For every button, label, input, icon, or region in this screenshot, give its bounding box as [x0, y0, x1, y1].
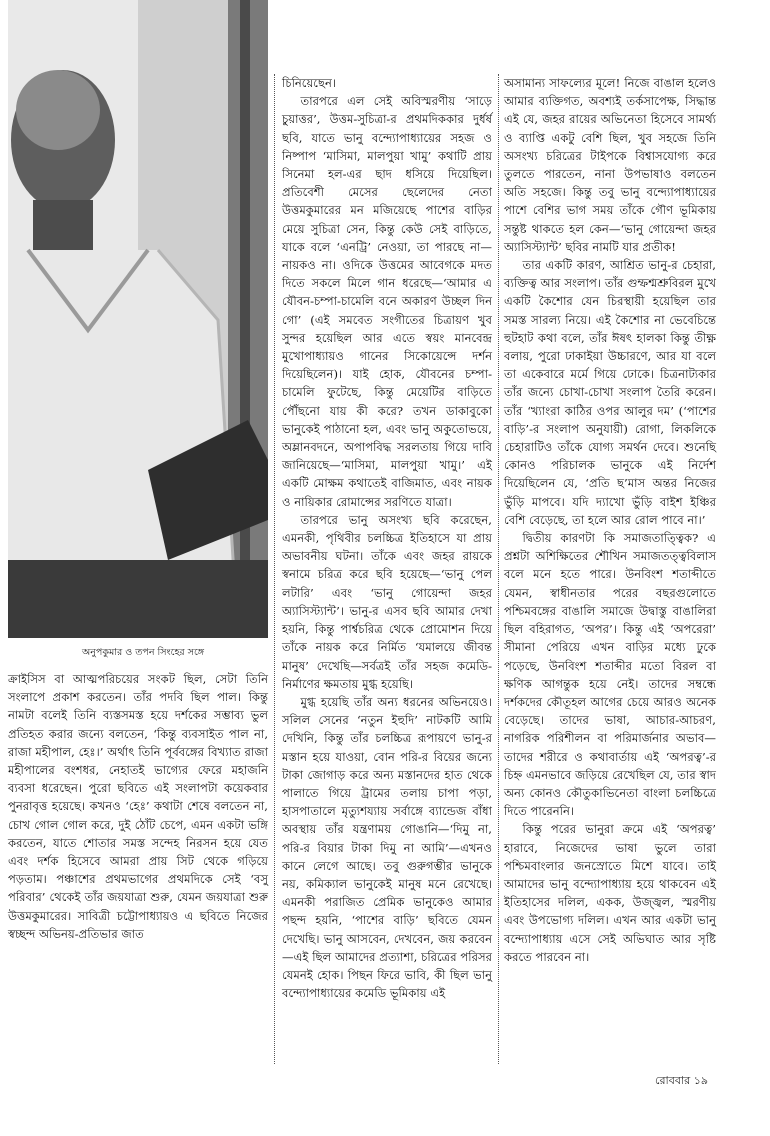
paragraph: ক্রাইসিস বা আত্মপরিচয়ের সংকট ছিল, সেটা তিনি সংলাপে প্রকাশ করতেন। তাঁর পদবি ছিল পাল। কিন্তু নামটা বলেই তিনি ব্যস্তসমস্ত হয়ে দর্শকের সম্ভাব্য ভুল প্রতিহত করার জন্যে বলতেন, ‘কিন্তু ব্যবসাইত পাল না, রাজা মহীপাল, হেঃ।’ অর্থাৎ তিনি পূর্ববঙ্গের বিখ্যাত রাজা মহীপালের বংশধর, নেহাতই ভাগ্যের ফেরে মহাজনি ব্যবসা ধরেছেন। পুরো ছবিতে এই সংলাপটা কয়েকবার পুনরাবৃত্ত হয়েছে। কখনও ‘হেঃ’ কথাটা শেষে বলতেন না, চোখ গোল গোল করে, দুই ঠোঁট চেপে, এমন একটা ভঙ্গি করতেন, যাতে শোতার সমস্ত সন্দেহ নিরসন হয়ে যেত এবং দর্শক হিসেবে আমরা প্রায় সিট থেকে গড়িয়ে পড়তাম। পঞ্চাশের প্রথমভাগের প্রথমদিকে সেই ‘বসু পরিবার’ থেকেই তাঁর জয়যাত্রা শুরু, যেমন জয়যাত্রা শুরু উত্তমকুমারের। সাবিত্রী চট্টোপাধ্যায়ও এ ছবিতে নিজের স্বচ্ছন্দ অভিনয়-প্রতিভার জাত — [8, 672, 268, 941]
photo-caption: অনুপকুমার ও তপন সিংহের সঙ্গে — [82, 647, 205, 658]
photo-illustration — [8, 0, 268, 638]
column-divider — [498, 74, 499, 1064]
paragraph: কিন্তু পরের ভানুরা ক্রমে এই ‘অপরত্ব’ হারাবে, নিজেদের ভাষা ভুলে তারা পশ্চিমবাংলার জনস্রোতে মিশে যাবে। তাই আমাদের ভানু বন্দ্যোপাধ্যায় হয়ে থাকবেন এই ইতিহাসের দলিল, একক, উজ্জ্বল, স্মরণীয় এবং উপভোগ্য দলিল। এখন আর একটা ভানু বন্দ্যোপাধ্যায় এসে সেই অভিঘাত আর সৃষ্টি করতে পারবেন না। — [504, 822, 716, 964]
page-footer — [655, 1072, 708, 1091]
paragraph: তারপরে ভানু অসংখ্য ছবি করেছেন, এমনকী, পৃথিবীর চলচ্চিত্র ইতিহাসে যা প্রায় অভাবনীয় ঘটনা। তাঁকে এবং জহর রায়কে স্বনামে চরিত্র করে ছবি হয়েছে—‘ভানু পেল লটারি’ এবং ‘ভানু গোয়েন্দা জহর অ্যাসিস্ট্যান্ট’। ভানু-র এসব ছবি আমার দেখা হয়নি, কিন্তু পার্শ্বচরিত্র থেকে প্রোমোশন দিয়ে তাঁকে নায়ক করে নির্মিত ‘যমালয়ে জীবন্ত মানুষ’ দেখেছি—সর্বত্রই তাঁর সহজ কমেডি-নির্মাণের ক্ষমতায় মুগ্ধ হয়েছি। — [282, 512, 492, 691]
paragraph: দ্বিতীয় কারণটা কি সমাজতাত্ত্বিক? এ প্রশ্নটা অশিক্ষিতের শৌখিন সমাজতত্ত্ববিলাস বলে মনে হতে পারে। উনবিংশ শতাব্দীতে যেমন, স্বাধীনতার পরের বছরগুলোতে পশ্চিমবঙ্গের বাঙালি সমাজে উদ্বাস্তু বাঙালিরা ছিল বহিরাগত, ‘অপর’। কিন্তু এই ‘অপরেরা’ সীমানা পেরিয়ে এখন বাড়ির মধ্যে ঢুকে পড়েছে, উনবিংশ শতাব্দীর মতো বিরল বা ক্ষণিক আগন্তুক হয়ে নেই। তাদের সম্বন্ধে দর্শকদের কৌতূহল আগের চেয়ে আরও অনেক বেড়েছে। তাদের ভাষা, আচার-আচরণ, নাগরিক পরিশীলন বা পরিমার্জনার অভাব—তাদের শরীরে ও কথাবার্তায় এই ‘অপরত্ব’-র চিহ্ন এমনভাবে জড়িয়ে রেখেছিল যে, তার স্বাদ অন্য কোনও কৌতুকাভিনেতা বাংলা চলচ্চিত্রে দিতে পারেননি। — [504, 531, 716, 819]
article-photo — [8, 0, 268, 638]
paragraph: মুগ্ধ হয়েছি তাঁর অন্য ধরনের অভিনয়েও। সলিল সেনের ‘নতুন ইহুদি’ নাটকটি আমি দেখিনি, কিন্তু তাঁর চলচ্চিত্র রূপায়ণে ভানু-র মস্তান হয়ে যাওয়া, বোন পরি-র বিয়ের জন্যে টাকা জোগাড় করে অন্য মস্তানদের হাত থেকে পালাতে গিয়ে ট্রামের তলায় চাপা পড়া, হাসপাতালে মৃত্যুশয্যায় সর্বাঙ্গে ব্যান্ডেজ বাঁধা অবস্থায় তাঁর যন্ত্রণাময় গোঙানি—‘দিমু না, পরি-র বিয়ার টাকা দিমু না আমি’—এখনও কানে লেগে আছে। তবু গুরুগম্ভীর ভানুকে নয়, কমিক্যাল ভানুকেই মানুষ মনে রেখেছে। এমনকী পরাজিত প্রেমিক ভানুকেও আমার পছন্দ হয়নি, ‘পাশের বাড়ি’ ছবিতে যেমন দেখেছি। ভানু আসবেন, দেখবেন, জয় করবেন—এই ছিল আমাদের প্রত্যাশা, চরিত্রের পরিসর যেমনই হোক। পিছন ফিরে ভাবি, কী ছিল ভানু বন্দ্যোপাধ্যায়ের কমেডি ভূমিকায় এই — [282, 694, 492, 1001]
page-number: ১৯ — [693, 1074, 708, 1087]
article-column-2 — [282, 74, 492, 1002]
paragraph: তার একটি কারণ, আশ্রিত ভানু-র চেহারা, ব্যক্তিত্ব আর সংলাপ। তাঁর গুম্ফশ্মশ্রুবিরল মুখে একটি কৈশোর যেন চিরস্থায়ী হয়েছিল তার সমস্ত সারল্য নিয়ে। এই কৈশোর না ভেবেচিন্তে হুটহাট কথা বলে, তাঁর ঈষৎ হালকা কিন্তু তীক্ষ্ণ বলায়, পুরো ঢাকাইয়া উচ্চারণে, আর যা বলে তা একেবারে মর্মে গিয়ে ঢোকে। চিত্রনাট্যকার তাঁর জন্যে চোখা-চোখা সংলাপ তৈরি করেন। তাঁর ‘খ্যাংরা কাঠির ওপর আলুর দম’ (‘পাশের বাড়ি’-র সংলাপ অনুযায়ী) রোগা, লিকলিকে চেহারাটিও তাঁকে যোগ্য সমর্থন দেবে। শুনেছি কোনও পরিচালক ভানুকে এই নির্দেশ দিয়েছিলেন যে, ‘প্রতি ছ’মাস অন্তর নিজের ভুঁড়ি মাপবে। যদি দ্যাখো ভুঁড়ি বাইশ ইঞ্চির বেশি বেড়েছে, তা হলে আর রোল পাবে না।’ — [504, 258, 716, 527]
paragraph: চিনিয়েছেন। — [282, 76, 337, 90]
paragraph: তারপরে এল সেই অবিস্মরণীয় ‘সাড়ে চুয়াত্তর’, উত্তম-সুচিত্রা-র প্রথমদিককার দুর্ধর্ষ ছবি, যাতে ভানু বন্দ্যোপাধ্যায়ের সহজ ও নিষ্পাপ ‘মাসিমা, মালপুয়া খামু’ কথাটি প্রায় সিনেমা হল-এর ছাদ ধসিয়ে দিয়েছিল। প্রতিবেশী মেসের ছেলেদের নেতা উত্তমকুমারের মন মজিয়েছে পাশের বাড়ির মেয়ে সুচিত্রা সেন, কিন্তু কেউ সেই বাড়িতে, যাকে বলে ‘এনট্রি’ নেওয়া, তা পারছে না—নায়কও না। ওদিকে উত্তমের আবেগকে মদত দিতে সকলে মিলে গান ধরেছে—‘আমার এ যৌবন-চম্পা-চামেলি বনে অকারণ উচ্ছল দিন গো’ (এই সমবেত সংগীতের চিত্রায়ণ খুব সুন্দর হয়েছিল আর এতে স্বয়ং মানবেন্দ্র মুখোপাধ্যায়ও গানের সিকোয়েন্সে দর্শন দিয়েছিলেন)। যাই হোক, যৌবনের চম্পা-চামেলি ফুটেছে, কিন্তু মেয়েটির বাড়িতে পৌঁছনো যায় কী করে? তখন ডাকাবুকো ভানুকেই পাঠানো হল, এবং ভানু অকুতোভয়ে, অম্লানবদনে, অপাপবিদ্ধ সরলতায় গিয়ে দাবি জানিয়েছে—‘মাসিমা, মালপুয়া খামু।’ এই একটি মোক্ষম কথাতেই বাজিমাত, এবং নায়ক ও নায়িকার রোমান্সের সরণিতে যাত্রা। — [282, 94, 492, 509]
article-column-1 — [8, 670, 268, 943]
article-column-3 — [504, 74, 716, 966]
magazine-name: রোববার — [655, 1074, 691, 1087]
paragraph: অসামান্য সাফল্যের মূলে! নিজে বাঙাল হলেও আমার ব্যক্তিগত, অবশ্যই তর্কসাপেক্ষ, সিদ্ধান্ত এই যে, জহর রায়ের অভিনেতা হিসেবে সামর্থ্য ও ব্যাপ্তি একটু বেশি ছিল, খুব সহজে তিনি অসংখ্য চরিত্রের টাইপকে বিশ্বাসযোগ্য করে তুলতে পারতেন, নানা উপভাষাও বলতেন অতি সহজে। কিন্তু তবু ভানু বন্দ্যোপাধ্যায়ের পাশে বেশির ভাগ সময় তাঁকে গৌণ ভূমিকায় সন্তুষ্ট থাকতে হল কেন—‘ভানু গোয়েন্দা জহর অ্যাসিস্ট্যান্ট’ ছবির নামটি যার প্রতীক! — [504, 76, 716, 254]
column-divider — [274, 74, 275, 1064]
